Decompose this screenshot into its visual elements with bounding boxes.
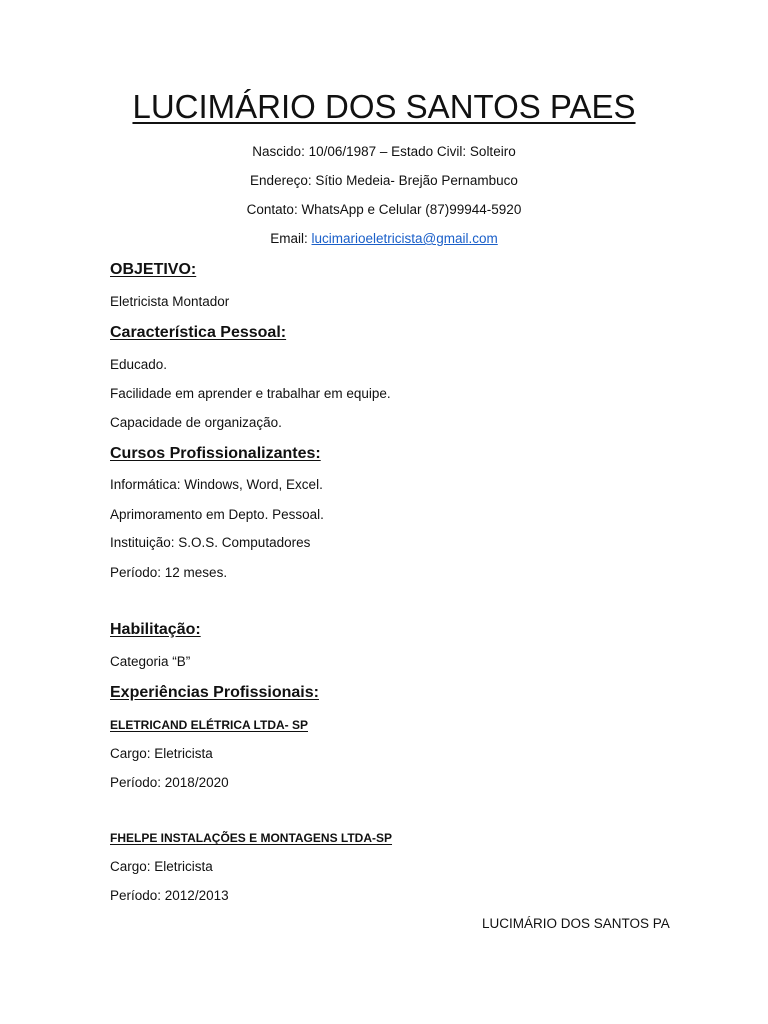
job-cargo: Cargo: Eletricista — [110, 746, 213, 761]
birth-marital-line: Nascido: 10/06/1987 – Estado Civil: Solteiro — [252, 144, 516, 159]
job-company: ELETRICAND ELÉTRICA LTDA- SP — [110, 718, 308, 732]
experiencias-heading: Experiências Profissionais: — [110, 684, 319, 701]
job-company: FHELPE INSTALAÇÕES E MONTAGENS LTDA-SP — [110, 831, 393, 845]
resume-title-name: LUCIMÁRIO DOS SANTOS PAES — [132, 88, 636, 125]
email-link[interactable]: lucimarioeletricista@gmail.com — [311, 231, 498, 246]
email-label: Email: — [270, 231, 312, 246]
contact-line: Contato: WhatsApp e Celular (87)99944-5920 — [246, 202, 522, 217]
cursos-heading: Cursos Profissionalizantes: — [110, 445, 321, 462]
habilitacao-text: Categoria “B” — [110, 654, 191, 669]
caracteristica-item: Capacidade de organização. — [110, 415, 282, 430]
caracteristica-heading: Característica Pessoal: — [110, 324, 287, 341]
caracteristica-item: Facilidade em aprender e trabalhar em equipe. — [110, 386, 391, 401]
job-periodo: Período: 2018/2020 — [110, 775, 229, 790]
curso-item: Período: 12 meses. — [110, 565, 228, 580]
curso-item: Informática: Windows, Word, Excel. — [110, 477, 323, 492]
objetivo-heading: OBJETIVO: — [110, 261, 197, 278]
curso-item: Aprimoramento em Depto. Pessoal. — [110, 507, 324, 522]
curso-item: Instituição: S.O.S. Computadores — [110, 535, 311, 550]
habilitacao-heading: Habilitação: — [110, 621, 201, 638]
caracteristica-item: Educado. — [110, 357, 168, 372]
address-line: Endereço: Sítio Medeia- Brejão Pernambuco — [250, 173, 518, 188]
email-line — [0, 231, 768, 246]
footer-name: LUCIMÁRIO DOS SANTOS PA — [482, 916, 670, 931]
job-periodo: Período: 2012/2013 — [110, 888, 229, 903]
job-cargo: Cargo: Eletricista — [110, 859, 213, 874]
objetivo-text: Eletricista Montador — [110, 294, 230, 309]
